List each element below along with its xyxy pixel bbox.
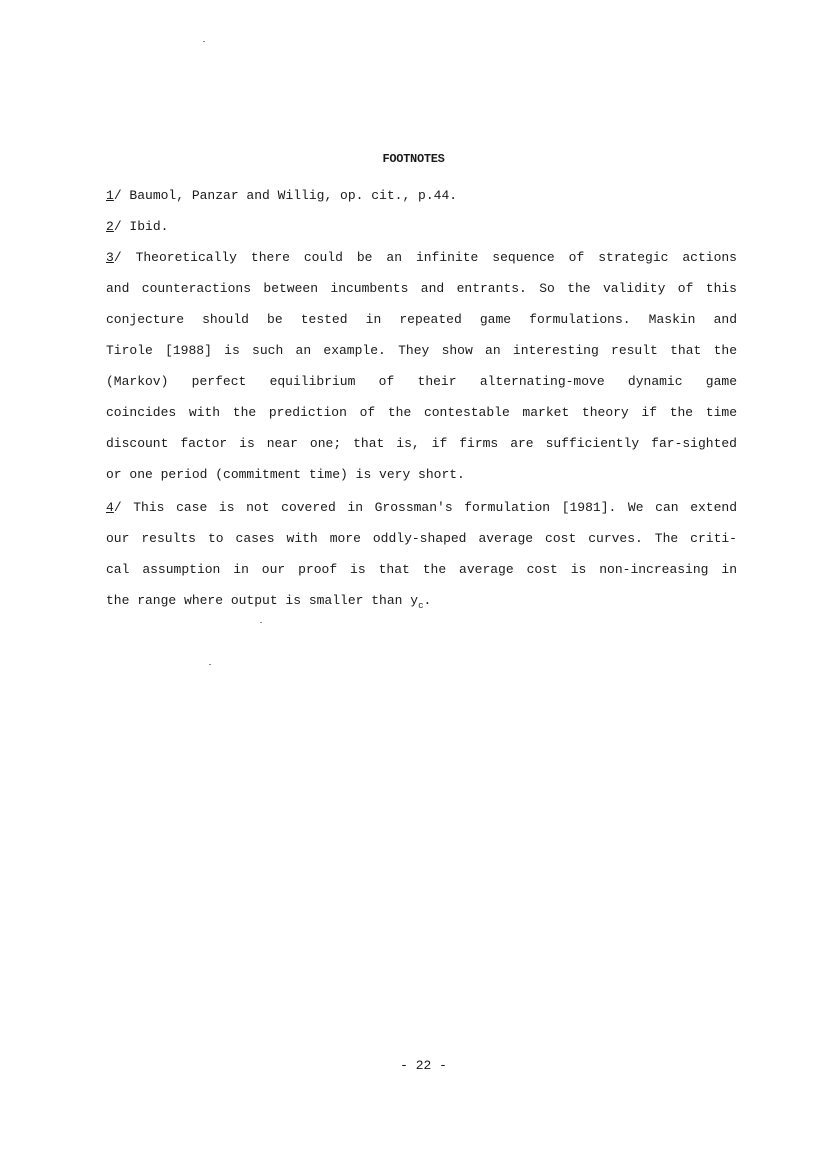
footnote-2: [106, 219, 168, 234]
footnote-marker: 1: [106, 188, 114, 203]
footnote-text: / This case is not covered in Grossman's formulation [1981]. We can extend: [113, 500, 737, 515]
scan-speck: [209, 664, 211, 665]
footnote-tail: .: [423, 593, 432, 608]
footnote-text: / Baumol, Panzar and Willig, op. cit., p.44.: [113, 188, 458, 203]
footnote-text-line-last: [106, 593, 432, 611]
footnote-text: / Theoretically there could be an infinite sequence of strategic actions: [113, 250, 737, 265]
scan-speck: [260, 622, 262, 623]
scan-speck: [203, 41, 205, 42]
footnote-text-line: discount factor is near one; that is, if firms are sufficiently far-sighted: [106, 436, 737, 451]
subscript: c: [418, 601, 424, 611]
footnote-text-line: our results to cases with more oddly-shaped average cost curves. The criti-: [106, 531, 737, 546]
footnote-text: / Ibid.: [113, 219, 169, 234]
footnote-marker: 2: [106, 219, 114, 234]
footnote-text-line: Tirole [1988] is such an example. They show an interesting result that the: [106, 343, 737, 358]
footnote-4: [106, 500, 737, 515]
footnote-3: [106, 250, 737, 265]
footnote-1: [106, 188, 457, 203]
footnote-text-line: (Markov) perfect equilibrium of their alternating-move dynamic game: [106, 374, 737, 389]
footnote-text-line: cal assumption in our proof is that the average cost is non-increasing in: [106, 562, 737, 577]
footnote-text: the range where output is smaller than y: [106, 593, 419, 608]
footnotes-heading: FOOTNOTES: [382, 152, 445, 166]
footnote-marker: 3: [106, 250, 114, 265]
footnote-text-line: and counteractions between incumbents and entrants. So the validity of this: [106, 281, 737, 296]
footnote-text-line: or one period (commitment time) is very short.: [106, 467, 465, 482]
footnote-text-line: coincides with the prediction of the contestable market theory if the time: [106, 405, 737, 420]
footnote-marker: 4: [106, 500, 114, 515]
page-number: - 22 -: [400, 1058, 447, 1073]
footnote-text-line: conjecture should be tested in repeated game formulations. Maskin and: [106, 312, 737, 327]
